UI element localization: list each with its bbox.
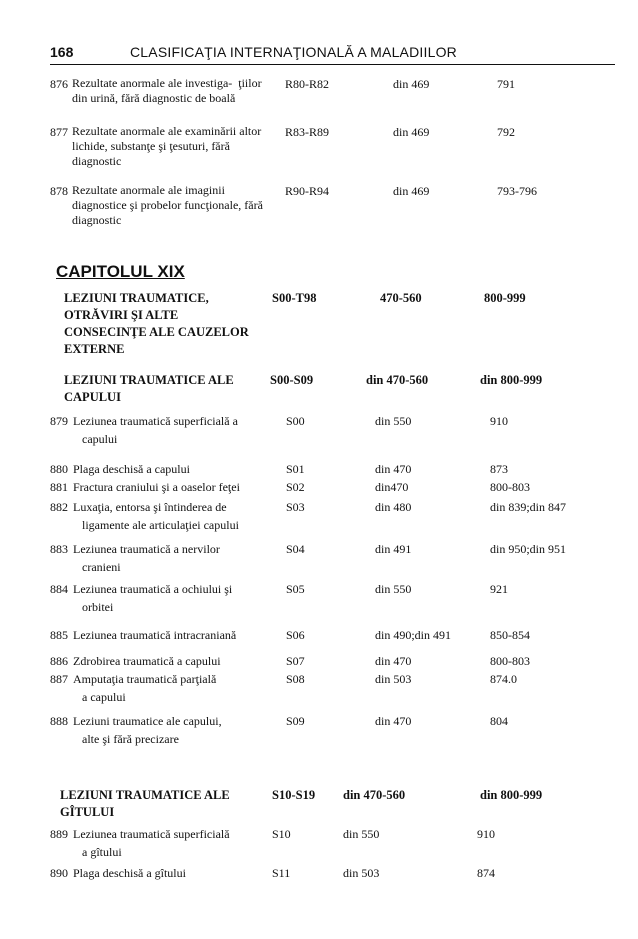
icd-code: S00-T98 bbox=[272, 291, 317, 305]
list-ref: din 469 bbox=[393, 184, 430, 198]
chapter-title bbox=[64, 290, 249, 358]
icd-code: R80-R82 bbox=[285, 77, 330, 91]
section-title-line: LEZIUNI TRAUMATICE ALE bbox=[60, 788, 230, 802]
list-ref: din 480 bbox=[375, 500, 412, 514]
entry-number: 887 bbox=[50, 672, 68, 686]
chapter-title-line: EXTERNE bbox=[64, 342, 125, 356]
entry-number: 881 bbox=[50, 480, 68, 494]
entry-number: 878 bbox=[50, 184, 68, 198]
entry-text-line: Luxaţia, entorsa şi întinderea de bbox=[73, 500, 227, 514]
icd-code: S07 bbox=[286, 654, 305, 668]
page-header bbox=[50, 44, 615, 65]
icd-code: S10 bbox=[272, 827, 291, 841]
icd-code: S04 bbox=[286, 542, 305, 556]
entry-number: 889 bbox=[50, 827, 68, 841]
code-ref: 873 bbox=[490, 462, 508, 476]
entry-text: Rezultate anormale ale imaginii diagnostice şi probelor funcţionale, fără diagnostic bbox=[72, 183, 263, 227]
code-ref: 850-854 bbox=[490, 628, 530, 642]
entry-number: 879 bbox=[50, 414, 68, 428]
entry-text-line: Zdrobirea traumatică a capului bbox=[73, 654, 221, 668]
list-ref: 470-560 bbox=[380, 291, 422, 305]
entry-number: 884 bbox=[50, 582, 68, 596]
section-title bbox=[60, 787, 230, 821]
code-ref: 874 bbox=[477, 866, 495, 880]
list-ref: din 469 bbox=[393, 77, 430, 91]
entry-number: 880 bbox=[50, 462, 68, 476]
list-ref: din 503 bbox=[375, 672, 412, 686]
list-ref: din 550 bbox=[375, 582, 412, 596]
icd-code: S03 bbox=[286, 500, 305, 514]
icd-code: S08 bbox=[286, 672, 305, 686]
list-ref: din 470 bbox=[375, 462, 412, 476]
code-ref: din 800-999 bbox=[480, 788, 543, 802]
chapter-title-line: LEZIUNI TRAUMATICE, bbox=[64, 291, 209, 305]
code-ref: 793-796 bbox=[497, 184, 537, 198]
code-ref: 874.0 bbox=[490, 672, 517, 686]
entry-text-line: Leziunea traumatică superficială bbox=[73, 827, 230, 841]
entry-number: 882 bbox=[50, 500, 68, 514]
entry-number: 888 bbox=[50, 714, 68, 728]
code-ref: 792 bbox=[497, 125, 515, 139]
icd-code: S05 bbox=[286, 582, 305, 596]
list-ref: din 550 bbox=[375, 414, 412, 428]
list-ref: din 470 bbox=[375, 654, 412, 668]
list-ref: din 550 bbox=[343, 827, 380, 841]
chapter-title-line: CONSECINŢE ALE CAUZELOR bbox=[64, 325, 249, 339]
entry-text-line: Plaga deschisă a gîtului bbox=[73, 866, 186, 880]
entry-text-line: Leziuni traumatice ale capului, bbox=[73, 714, 222, 728]
icd-code: S00 bbox=[286, 414, 305, 428]
list-ref: din 503 bbox=[343, 866, 380, 880]
page-number: 168 bbox=[50, 44, 74, 60]
chapter-title-line: OTRĂVIRI ŞI ALTE bbox=[64, 308, 179, 322]
section-title-line: GÎTULUI bbox=[60, 805, 115, 819]
entry-text: Rezultate anormale ale examinării altor lichide, substanţe şi ţesuturi, fără diagnostic bbox=[72, 124, 262, 168]
section-title-line: LEZIUNI TRAUMATICE ALE bbox=[64, 373, 234, 387]
entry-text-line: Leziunea traumatică a ochiului şi bbox=[73, 582, 233, 596]
list-ref: din 470 bbox=[375, 714, 412, 728]
icd-code: S02 bbox=[286, 480, 305, 494]
code-ref: 921 bbox=[490, 582, 508, 596]
code-ref: 804 bbox=[490, 714, 508, 728]
entry-number: 890 bbox=[50, 866, 68, 880]
entry-text-line: Leziunea traumatică intracraniană bbox=[73, 628, 237, 642]
code-ref: din 950;din 951 bbox=[490, 542, 567, 556]
list-ref: din 490;din 491 bbox=[375, 628, 452, 642]
icd-code: S10-S19 bbox=[272, 788, 316, 802]
entry-number: 877 bbox=[50, 125, 68, 139]
icd-code: R90-R94 bbox=[285, 184, 330, 198]
code-ref: din 800-999 bbox=[480, 373, 543, 387]
list-ref: din 470-560 bbox=[343, 788, 406, 802]
entry-text-line: a gîtului bbox=[82, 845, 122, 859]
entry-text-line: Leziunea traumatică superficială a bbox=[73, 414, 238, 428]
list-ref: din 469 bbox=[393, 125, 430, 139]
entry-number: 883 bbox=[50, 542, 68, 556]
entry-number: 885 bbox=[50, 628, 68, 642]
code-ref: 800-803 bbox=[490, 654, 530, 668]
icd-code: S00-S09 bbox=[270, 373, 314, 387]
chapter-heading: CAPITOLUL XIX bbox=[56, 262, 185, 281]
icd-code: S06 bbox=[286, 628, 305, 642]
section-title-line: CAPULUI bbox=[64, 390, 121, 404]
icd-code: S01 bbox=[286, 462, 305, 476]
code-ref: din 839;din 847 bbox=[490, 500, 567, 514]
entry-number: 876 bbox=[50, 77, 68, 91]
entry-text-line: Amputaţia traumatică parţială bbox=[73, 672, 217, 686]
code-ref: 800-999 bbox=[484, 291, 526, 305]
section-title bbox=[64, 372, 234, 406]
entry-text-line: Leziunea traumatică a nervilor bbox=[73, 542, 220, 556]
code-ref: 800-803 bbox=[490, 480, 530, 494]
code-ref: 910 bbox=[490, 414, 508, 428]
entry-text-line: orbitei bbox=[82, 600, 114, 614]
entry-text-line: capului bbox=[82, 432, 118, 446]
entry-text: Rezultate anormale ale investiga- ţiilor din urină, fără diagnostic de boală bbox=[72, 76, 262, 105]
entry-text-line: Fractura craniului şi a oaselor feţei bbox=[73, 480, 240, 494]
icd-code: R83-R89 bbox=[285, 125, 330, 139]
running-title: CLASIFICAŢIA INTERNAŢIONALĂ A MALADIILOR bbox=[130, 44, 457, 60]
icd-code: S09 bbox=[286, 714, 305, 728]
entry-text-line: ligamente ale articulaţiei capului bbox=[82, 518, 239, 532]
entry-number: 886 bbox=[50, 654, 68, 668]
list-ref: din 470-560 bbox=[366, 373, 429, 387]
list-ref: din470 bbox=[375, 480, 409, 494]
code-ref: 910 bbox=[477, 827, 495, 841]
icd-code: S11 bbox=[272, 866, 291, 880]
entry-text-line: alte şi fără precizare bbox=[82, 732, 179, 746]
entry-text-line: Plaga deschisă a capului bbox=[73, 462, 190, 476]
entry-text-line: cranieni bbox=[82, 560, 121, 574]
entry-text-line: a capului bbox=[82, 690, 126, 704]
code-ref: 791 bbox=[497, 77, 515, 91]
list-ref: din 491 bbox=[375, 542, 412, 556]
